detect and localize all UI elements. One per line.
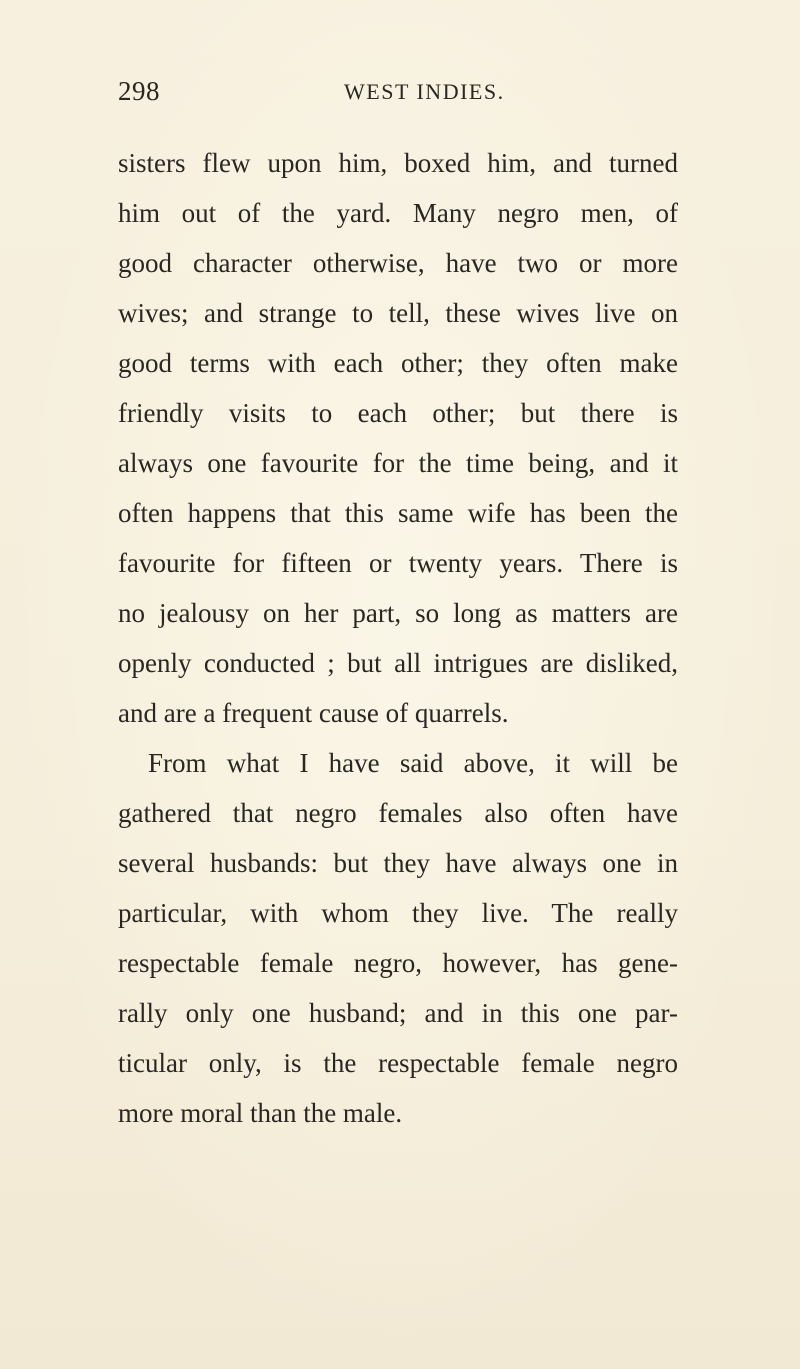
running-head	[118, 76, 678, 116]
text-line: wives; and strange to tell, these wives live on	[118, 298, 678, 328]
text-line: him out of the yard. Many negro men, of	[118, 198, 678, 228]
paragraph-end-line: and are a frequent cause of quarrels.	[118, 698, 509, 728]
text-line: several husbands: but they have always one in	[118, 848, 678, 878]
text-line: rally only one husband; and in this one par-	[118, 998, 678, 1028]
paragraph-start-line: From what I have said above, it will be	[148, 748, 678, 778]
text-line: ticular only, is the respectable female negro	[118, 1048, 678, 1078]
text-line: respectable female negro, however, has gene-	[118, 948, 678, 978]
text-line: favourite for fifteen or twenty years. There is	[118, 548, 678, 578]
body-text	[118, 138, 678, 1138]
text-line: good terms with each other; they often make	[118, 348, 678, 378]
text-line: friendly visits to each other; but there is	[118, 398, 678, 428]
page-number: 298	[118, 76, 160, 106]
text-line: sisters flew upon him, boxed him, and turned	[118, 148, 678, 178]
text-line: good character otherwise, have two or more	[118, 248, 678, 278]
running-title: WEST INDIES.	[344, 79, 505, 104]
text-line: particular, with whom they live. The really	[118, 898, 678, 928]
text-line: no jealousy on her part, so long as matters are	[118, 598, 678, 628]
text-line: often happens that this same wife has been the	[118, 498, 678, 528]
text-line: gathered that negro females also often have	[118, 798, 678, 828]
text-line: openly conducted ; but all intrigues are disliked,	[118, 648, 678, 678]
text-line: always one favourite for the time being, and it	[118, 448, 678, 478]
paragraph-end-line: more moral than the male.	[118, 1098, 403, 1128]
